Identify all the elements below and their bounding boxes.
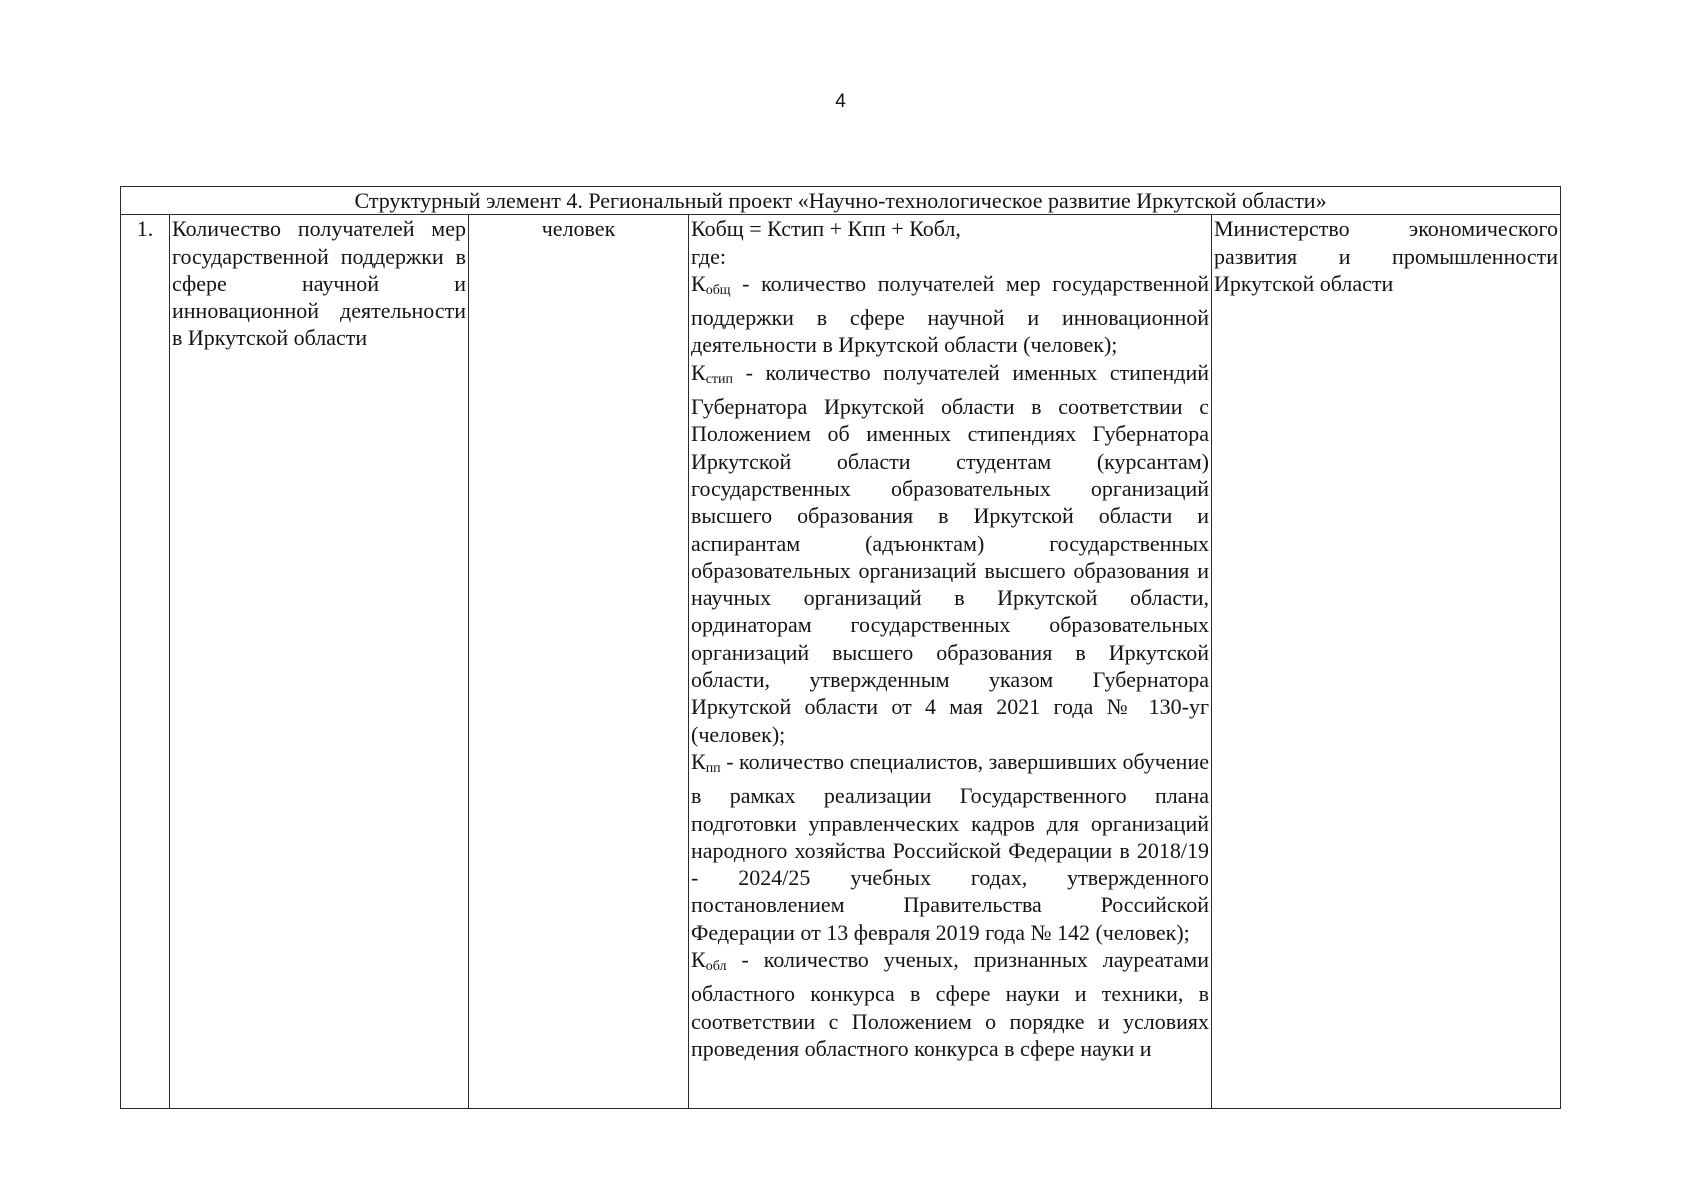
indicator-name: Количество получателей мер государственной поддержки в сфере научной и инновационной деятельности в Иркутской области: [170, 215, 469, 1109]
responsible-body: Министерство экономического развития и промышленности Иркутской области: [1212, 215, 1561, 1109]
row-number: 1.: [121, 215, 170, 1109]
definition-kpp: $К_{пп}$ - количество специалистов, завершивших обучение в рамках реализации Государственного плана подготовки управленческих кадров для организаций народного хозяйства Российской Федерации в 2018/19 - 2024/25 учебных годах, утвержденного постановлением Правительства Российской Федерации от 13 февраля 2019 года № 142 (человек);: [691, 748, 1209, 945]
calculation-method: [689, 215, 1212, 1109]
definition-kstip: $К_{стип}$ - количество получателей именных стипендий Губернатора Иркутской области в соответствии с Положением об именных стипендиях Губернатора Иркутской области студентам (курсантам) государственных образовательных организаций высшего образования в Иркутской области и аспирантам (адъюнктам) государственных образовательных организаций высшего образования и научных организаций в Иркутской области, ординаторам государственных образовательных организаций высшего образования в Иркутской области, утвержденным указом Губернатора Иркутской области от 4 мая 2021 года № 130-уг (человек);: [691, 359, 1209, 747]
formula-where: где:: [691, 243, 726, 269]
definition-kobl: $К_{обл}$ - количество ученых, признанных лауреатами областного конкурса в сфере науки и техники, в соответствии с Положением о порядке и условиях проведения областного конкурса в сфере науки и: [691, 947, 1209, 1061]
formula-line: Кобщ = Кстип + Кпп + Кобл,: [691, 216, 961, 242]
definition-kobsh: $К_{общ}$ - количество получателей мер государственной поддержки в сфере научной и инновационной деятельности в Иркутской области (человек);: [691, 270, 1209, 358]
section-header-row: [121, 187, 1561, 215]
indicator-table: [120, 186, 1561, 1109]
table-row: [121, 215, 1561, 1109]
unit-of-measure: человек: [469, 215, 689, 1109]
section-title: Структурный элемент 4. Региональный проект «Научно-технологическое развитие Иркутской области»: [121, 187, 1561, 215]
page-number: 4: [835, 91, 846, 112]
